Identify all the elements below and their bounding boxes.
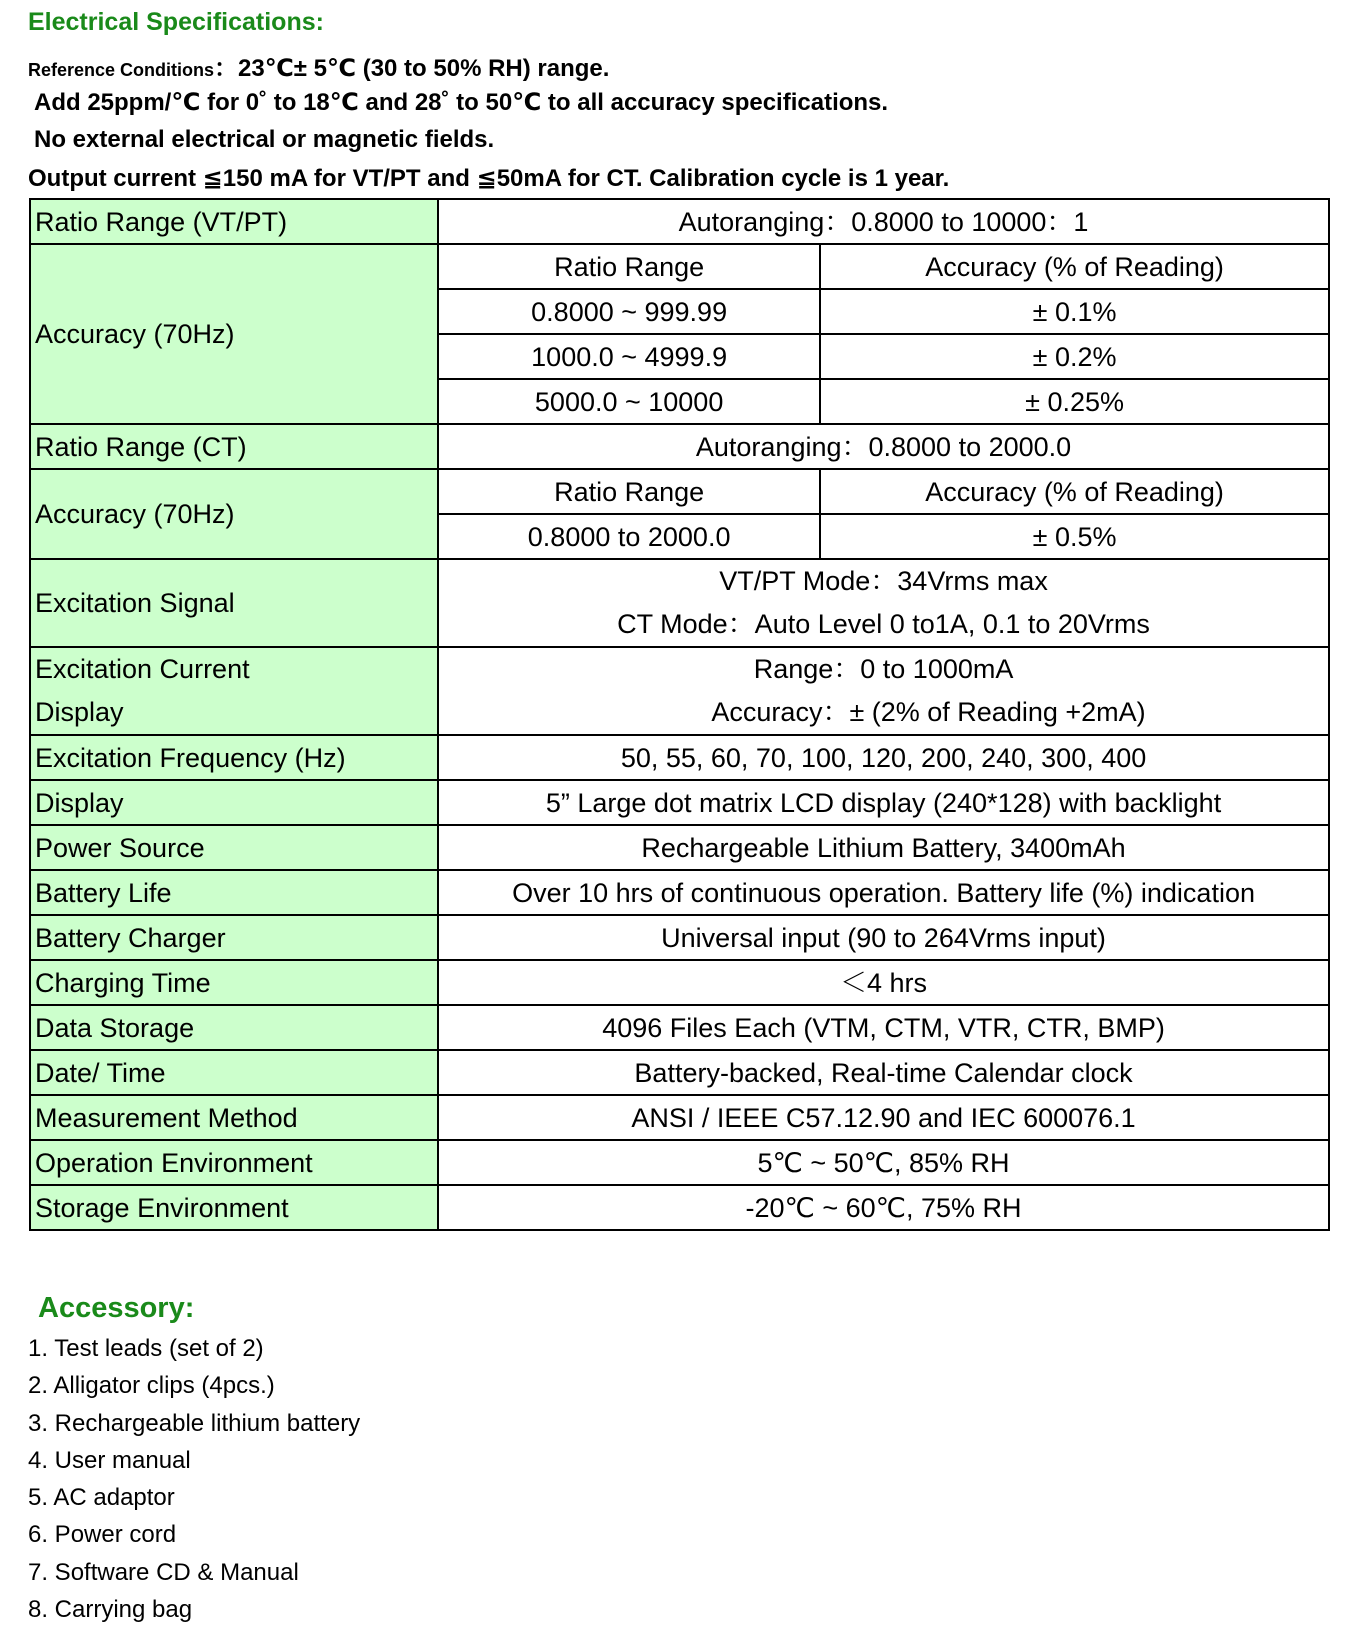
spec-label: Excitation Frequency (Hz) bbox=[30, 735, 438, 780]
table-row bbox=[30, 1095, 1329, 1140]
table-row bbox=[30, 1185, 1329, 1230]
condition-temperature-coefficient: Add 25ppm/℃ for 0˚ to 18℃ and 28˚ to 50℃ to all accuracy specifications. bbox=[34, 89, 889, 116]
spec-value: 4096 Files Each (VTM, CTM, VTR, CTR, BMP) bbox=[438, 1005, 1329, 1050]
spec-value: -20℃ ~ 60℃, 75% RH bbox=[438, 1185, 1329, 1230]
spec-label: Data Storage bbox=[30, 1005, 438, 1050]
list-item: 1. Test leads (set of 2) bbox=[28, 1335, 264, 1362]
table-row bbox=[30, 1050, 1329, 1095]
condition-no-fields: No external electrical or magnetic fields. bbox=[34, 126, 495, 153]
spec-value bbox=[438, 559, 1329, 647]
excitation-signal-vtpt: VT/PT Mode：34Vrms max bbox=[719, 566, 1048, 596]
spec-value: Battery-backed, Real-time Calendar clock bbox=[438, 1050, 1329, 1095]
spec-label: Ratio Range (VT/PT) bbox=[30, 199, 438, 244]
spec-label: Charging Time bbox=[30, 960, 438, 1005]
table-row bbox=[30, 780, 1329, 825]
excitation-current-range: Range：0 to 1000mA bbox=[753, 654, 1014, 684]
spec-label: Ratio Range (CT) bbox=[30, 424, 438, 469]
table-row bbox=[30, 870, 1329, 915]
table-row bbox=[30, 915, 1329, 960]
spec-label: Power Source bbox=[30, 825, 438, 870]
excitation-current-label-line2: Display bbox=[35, 697, 124, 727]
spec-value: Autoranging：0.8000 to 2000.0 bbox=[438, 424, 1329, 469]
spec-value: 50, 55, 60, 70, 100, 120, 200, 240, 300, 400 bbox=[438, 735, 1329, 780]
spec-value bbox=[438, 647, 1329, 735]
spec-label bbox=[30, 647, 438, 735]
reference-conditions-value: ：23℃± 5℃ (30 to 50% RH) range. bbox=[214, 55, 610, 82]
list-item: 4. User manual bbox=[28, 1446, 191, 1474]
excitation-current-accuracy: Accuracy：± (2% of Reading +2mA) bbox=[711, 697, 1146, 727]
spec-value: ANSI / IEEE C57.12.90 and IEC 600076.1 bbox=[438, 1095, 1329, 1140]
list-item: 5. AC adaptor bbox=[28, 1484, 175, 1512]
list-item: 8. Carrying bag bbox=[28, 1596, 193, 1624]
table-row bbox=[30, 1140, 1329, 1185]
range-cell: 5000.0 ~ 10000 bbox=[438, 379, 820, 424]
spec-label: Battery Life bbox=[30, 870, 438, 915]
table-row bbox=[30, 424, 1329, 469]
table-row bbox=[30, 244, 1329, 289]
range-cell: 0.8000 ~ 999.99 bbox=[438, 289, 820, 334]
table-row bbox=[30, 735, 1329, 780]
table-row bbox=[30, 960, 1329, 1005]
spec-value: Universal input (90 to 264Vrms input) bbox=[438, 915, 1329, 960]
spec-value: ＜4 hrs bbox=[438, 960, 1329, 1005]
spec-label: Battery Charger bbox=[30, 915, 438, 960]
reference-conditions bbox=[28, 48, 609, 83]
table-row bbox=[30, 647, 1329, 735]
range-cell: 0.8000 to 2000.0 bbox=[438, 514, 820, 559]
list-item: 3. Rechargeable lithium battery bbox=[28, 1409, 361, 1437]
table-row bbox=[30, 469, 1329, 514]
excitation-signal-ct: CT Mode：Auto Level 0 to1A, 0.1 to 20Vrms bbox=[617, 609, 1150, 639]
sub-header-range: Ratio Range bbox=[438, 469, 820, 514]
table-row bbox=[30, 1005, 1329, 1050]
spec-heading: Electrical Specifications: bbox=[28, 8, 324, 36]
sub-header-accuracy: Accuracy (% of Reading) bbox=[820, 469, 1329, 514]
spec-value: Over 10 hrs of continuous operation. Battery life (%) indication bbox=[438, 870, 1329, 915]
table-row bbox=[30, 199, 1329, 244]
spec-table bbox=[29, 198, 1330, 1231]
spec-value: Autoranging：0.8000 to 10000：1 bbox=[438, 199, 1329, 244]
spec-label: Accuracy (70Hz) bbox=[30, 244, 438, 424]
accuracy-cell: ± 0.5% bbox=[820, 514, 1329, 559]
accessory-list bbox=[28, 1330, 360, 1628]
spec-value: 5℃ ~ 50℃, 85% RH bbox=[438, 1140, 1329, 1185]
table-row bbox=[30, 559, 1329, 647]
spec-label: Operation Environment bbox=[30, 1140, 438, 1185]
range-cell: 1000.0 ~ 4999.9 bbox=[438, 334, 820, 379]
excitation-current-label-line1: Excitation Current bbox=[35, 654, 250, 684]
accuracy-cell: ± 0.1% bbox=[820, 289, 1329, 334]
sub-header-range: Ratio Range bbox=[438, 244, 820, 289]
table-row bbox=[30, 825, 1329, 870]
spec-label: Display bbox=[30, 780, 438, 825]
accessory-heading: Accessory: bbox=[38, 1292, 195, 1324]
spec-label: Excitation Signal bbox=[30, 559, 438, 647]
simple-rows bbox=[30, 735, 1329, 1230]
sub-header-accuracy: Accuracy (% of Reading) bbox=[820, 244, 1329, 289]
list-item: 2. Alligator clips (4pcs.) bbox=[28, 1372, 275, 1400]
reference-conditions-label: Reference Conditions bbox=[28, 60, 215, 80]
accuracy-cell: ± 0.2% bbox=[820, 334, 1329, 379]
condition-output-current: Output current ≦150 mA for VT/PT and ≦50mA for CT. Calibration cycle is 1 year. bbox=[28, 165, 950, 192]
spec-label: Storage Environment bbox=[30, 1185, 438, 1230]
list-item: 7. Software CD & Manual bbox=[28, 1558, 299, 1586]
accuracy-cell: ± 0.25% bbox=[820, 379, 1329, 424]
spec-value: 5” Large dot matrix LCD display (240*128) with backlight bbox=[438, 780, 1329, 825]
spec-label: Date/ Time bbox=[30, 1050, 438, 1095]
list-item: 6. Power cord bbox=[28, 1521, 177, 1549]
spec-label: Measurement Method bbox=[30, 1095, 438, 1140]
spec-value: Rechargeable Lithium Battery, 3400mAh bbox=[438, 825, 1329, 870]
spec-label: Accuracy (70Hz) bbox=[30, 469, 438, 559]
